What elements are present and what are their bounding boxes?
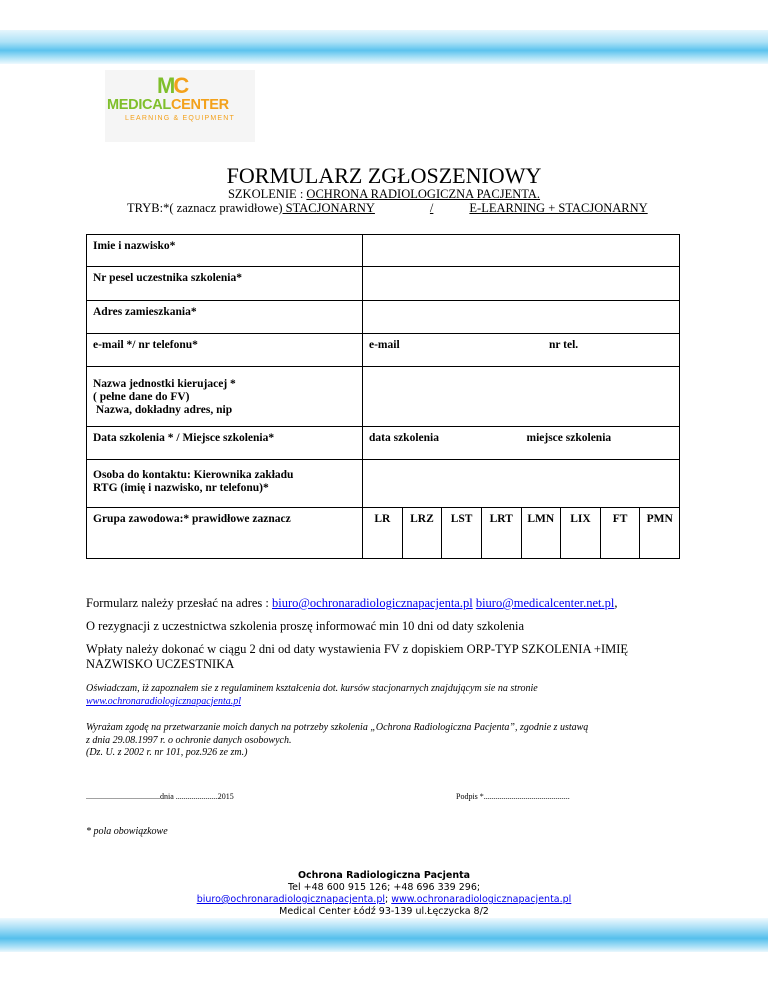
group-label: Grupa zawodowa:* prawidłowe zaznacz xyxy=(87,508,363,559)
footer-email-link[interactable]: biuro@ochronaradiologicznapacjenta.pl xyxy=(196,894,385,905)
training-name: OCHRONA RADIOLOGICZNA PACJENTA. xyxy=(306,187,541,201)
data-consent: Wyrażam zgodę na przetwarzanie moich danych na potrzeby szkolenia „Ochrona Radiologiczna Pacjenta”, zgodnie z ustawą z dnia 29.08.1997 r. o ochronie danych osobowych. (Dz. U. z 2002 r. nr 101, poz.926 ze zm.) xyxy=(86,722,589,758)
contact-person-field[interactable] xyxy=(363,460,680,508)
footer-phones: Tel +48 600 915 126; +48 696 339 296; xyxy=(287,882,481,893)
pesel-label: Nr pesel uczestnika szkolenia* xyxy=(87,267,363,301)
unit-field[interactable] xyxy=(363,367,680,427)
date-place-field xyxy=(363,427,680,460)
group-option-lmn[interactable]: LMN xyxy=(522,508,562,558)
date-place-label: Data szkolenia * / Miejsce szkolenia* xyxy=(87,427,363,460)
group-option-lix[interactable]: LIX xyxy=(561,508,601,558)
date-line[interactable]: .....................................dnia .....................2015 xyxy=(86,792,234,801)
mode-options[interactable]: STACJONARNY / E-LEARNING + STACJONARNY xyxy=(282,201,648,215)
footer-contacts: biuro@ochronaradiologicznapacjenta.pl; www.ochronaradiologicznapacjenta.pl xyxy=(196,894,572,905)
footer xyxy=(0,870,768,918)
unit-label: Nazwa jednostki kierujacej * ( pełne dane do FV) Nazwa, dokładny adres, nip xyxy=(87,367,363,427)
footer-address: Medical Center Łódź 93-139 ul.Łęczycka 8/2 xyxy=(279,906,489,917)
contact-person-label: Osoba do kontaktu: Kierownika zakładu RTG (imię i nazwisko, nr telefonu)* xyxy=(87,460,363,508)
declaration-link[interactable]: www.ochronaradiologicznapacjenta.pl xyxy=(86,695,241,707)
pesel-field[interactable] xyxy=(363,267,680,301)
group-option-pmn[interactable]: PMN xyxy=(646,513,673,525)
name-label: Imie i nazwisko* xyxy=(87,235,363,267)
logo-tagline: LEARNING & EQUIPMENT xyxy=(125,115,235,122)
training-line: SZKOLENIE : OCHRONA RADIOLOGICZNA PACJENTA. xyxy=(227,187,541,201)
group-option-ft[interactable]: FT xyxy=(601,508,641,558)
logo-mark: MC xyxy=(157,73,188,98)
signature-line[interactable]: Podpis *........................................... xyxy=(456,792,570,801)
send-email-link-1[interactable]: biuro@ochronaradiologicznapacjenta.pl xyxy=(272,596,473,610)
footer-name: Ochrona Radiologiczna Pacjenta xyxy=(297,870,471,881)
send-email-link-2[interactable]: biuro@medicalcenter.net.pl xyxy=(475,596,615,610)
footer-website-link[interactable]: www.ochronaradiologicznapacjenta.pl xyxy=(391,894,572,905)
place-field[interactable]: miejsce szkolenia xyxy=(526,432,612,444)
date-field[interactable]: data szkolenia xyxy=(369,432,439,444)
resignation-note: O rezygnacji z uczestnictwa szkolenia proszę informować min 10 dni od daty szkolenia xyxy=(86,619,525,633)
group-options xyxy=(363,508,680,559)
declaration: Oświadczam, iż zapoznałem sie z regulaminem kształcenia dot. kursów stacjonarnych znajdującym sie na stronie www.ochronaradiologicznapacjenta.pl xyxy=(86,683,538,707)
medical-center-logo xyxy=(105,70,255,142)
logo-brand-name: MEDICALCENTER xyxy=(107,97,229,113)
phone-field[interactable]: nr tel. xyxy=(549,339,579,351)
bottom-decorative-band xyxy=(0,918,768,952)
contact-label: e-mail */ nr telefonu* xyxy=(87,334,363,367)
address-field[interactable] xyxy=(363,301,680,334)
group-option-lrz[interactable]: LRZ xyxy=(403,508,443,558)
send-instructions: Formularz należy przesłać na adres : biuro@ochronaradiologicznapacjenta.pl biuro@medicalcenter.net.pl, xyxy=(86,596,618,610)
group-option-lst[interactable]: LST xyxy=(442,508,482,558)
form-title: FORMULARZ ZGŁOSZENIOWY xyxy=(226,163,542,188)
mode-line: TRYB:*( zaznacz prawidłowe) STACJONARNY / E-LEARNING + STACJONARNY xyxy=(127,201,648,215)
top-decorative-band xyxy=(0,30,768,64)
registration-form-table xyxy=(86,234,680,559)
address-label: Adres zamieszkania* xyxy=(87,301,363,334)
payment-note: Wpłaty należy dokonać w ciągu 2 dni od daty wystawienia FV z dopiskiem ORP-TYP SZKOLENIA +IMIĘ NAZWISKO UCZESTNIKA xyxy=(86,642,629,671)
email-field[interactable]: e-mail xyxy=(369,339,400,351)
name-field[interactable] xyxy=(363,235,680,267)
required-note: * pola obowiązkowe xyxy=(86,826,168,837)
group-option-lrt[interactable]: LRT xyxy=(482,508,522,558)
contact-field xyxy=(363,334,680,367)
group-option-lr[interactable]: LR xyxy=(363,508,403,558)
